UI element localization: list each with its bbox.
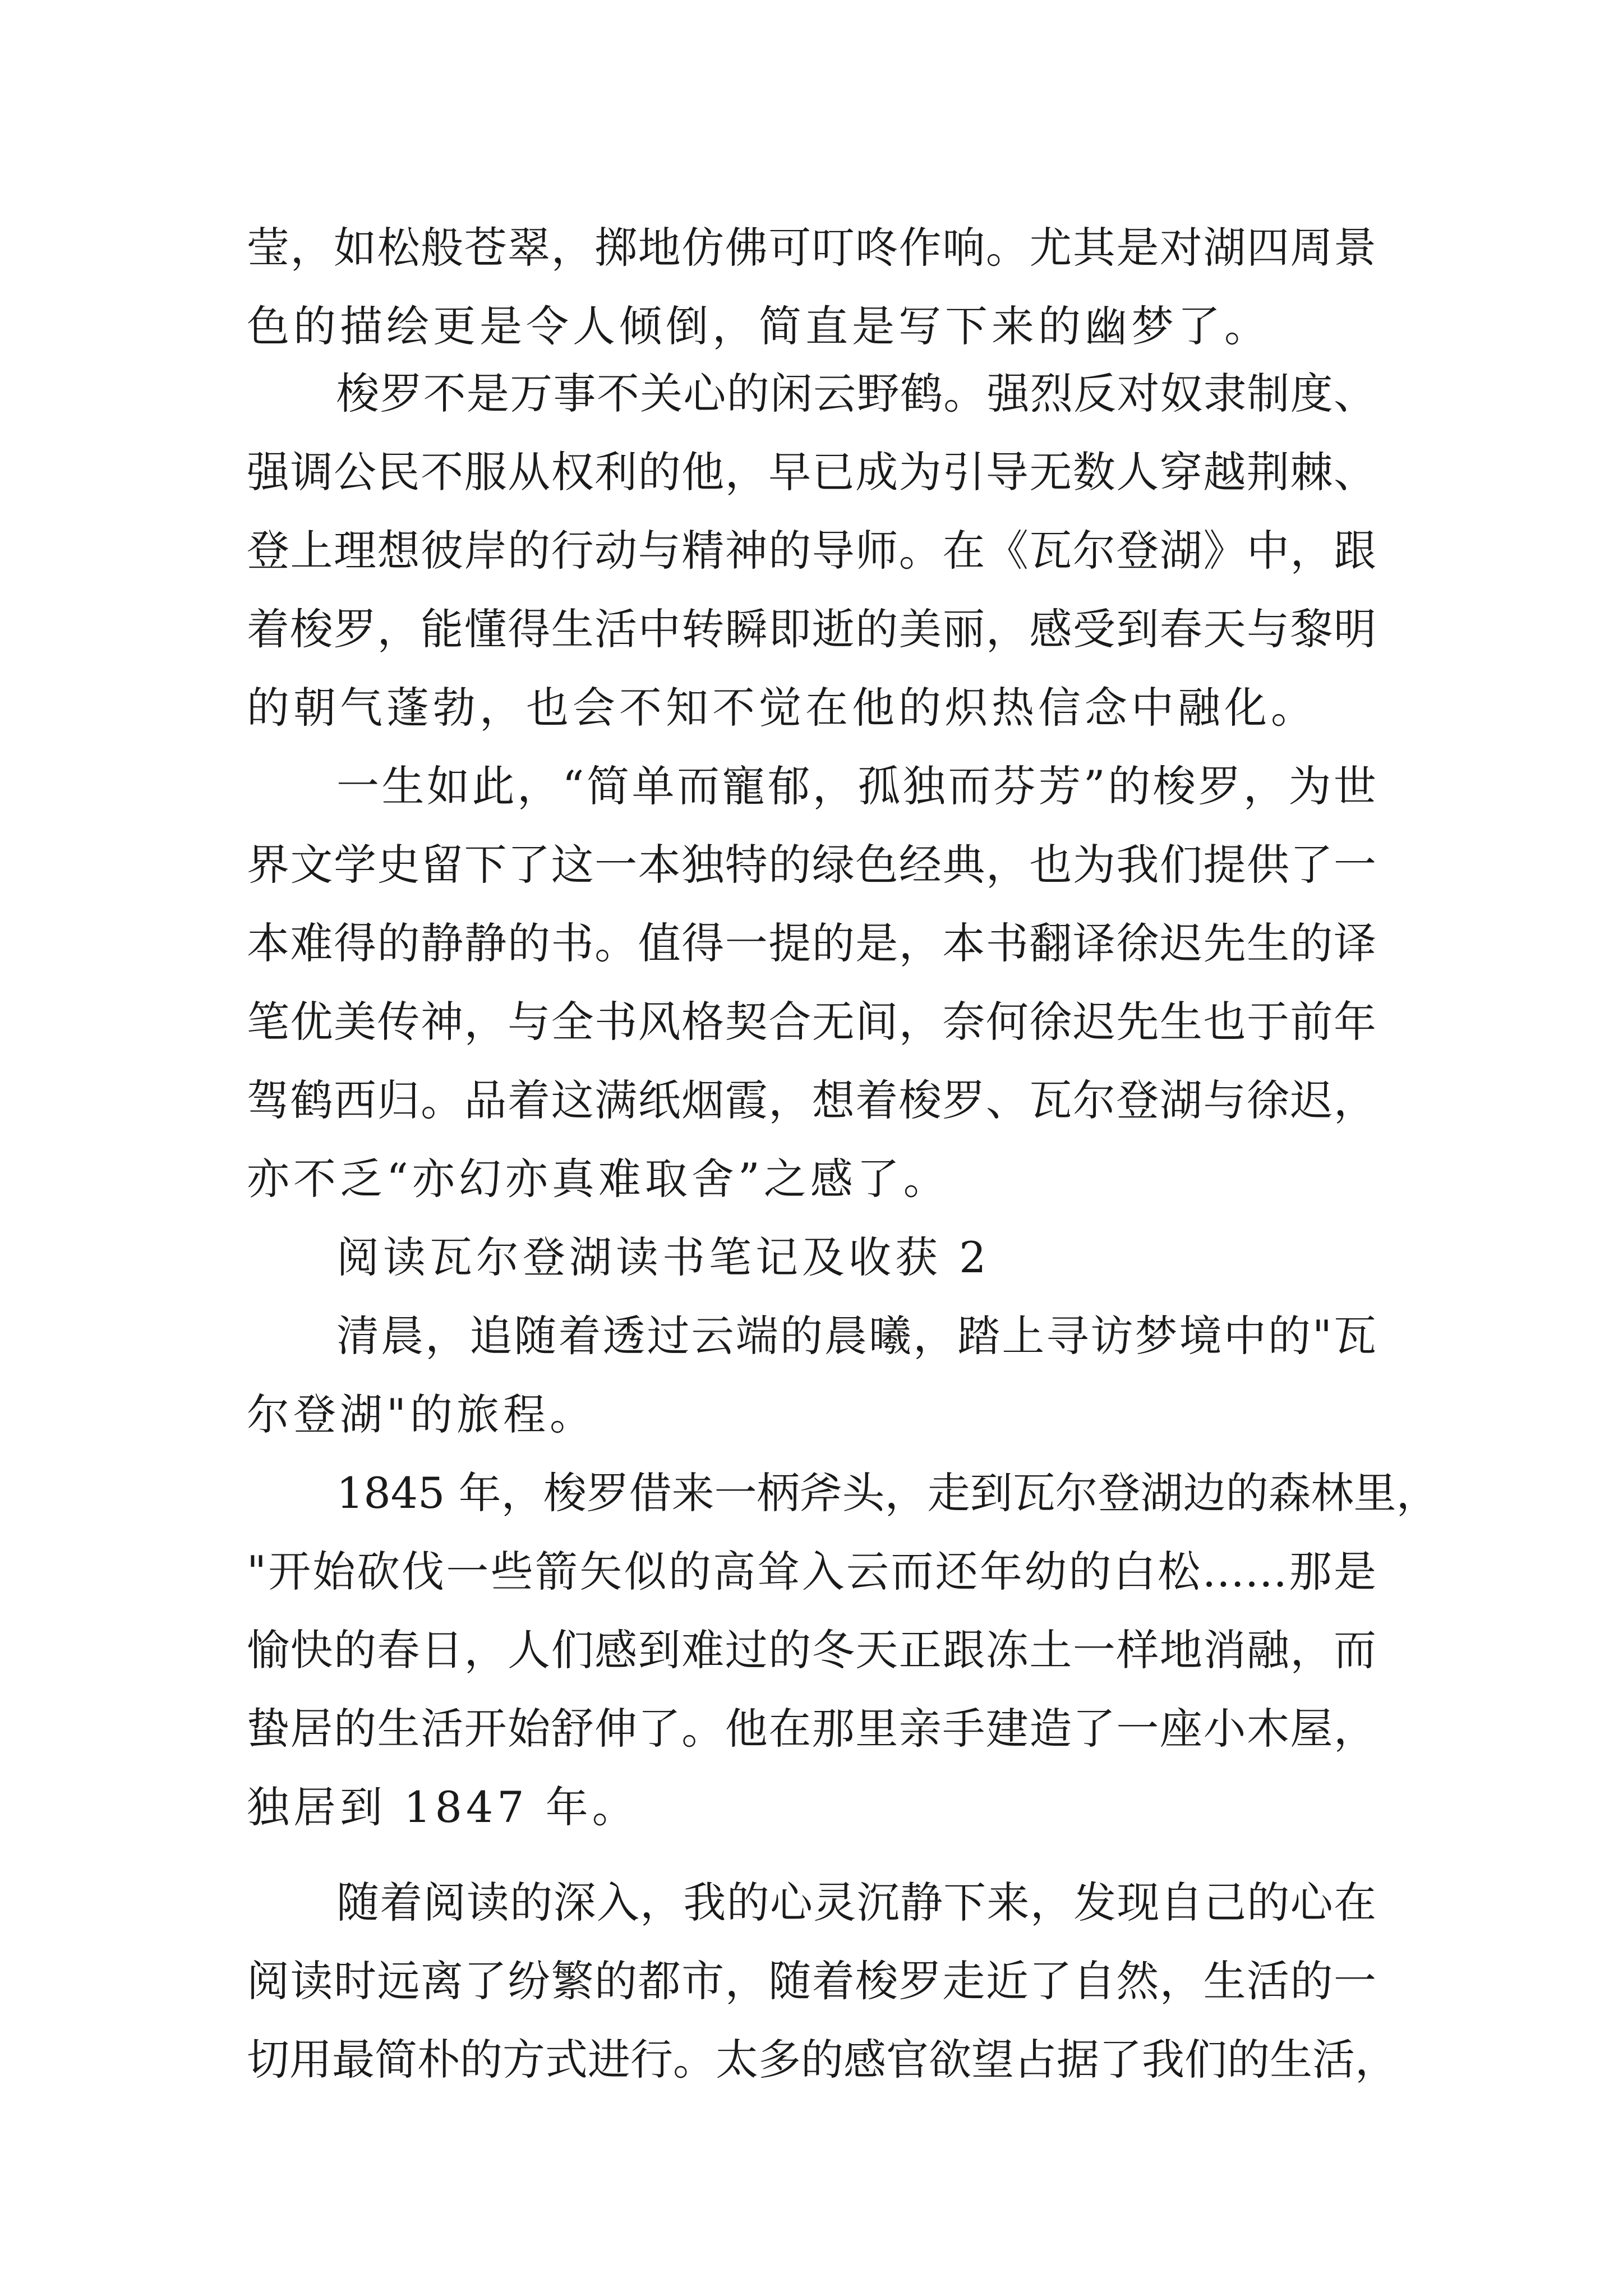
text-line: 切用最简朴的方式进行。太多的感官欲望占据了我们的生活， xyxy=(247,2035,1398,2085)
text-line: 清晨，追随着透过云端的晨曦，踏上寻访梦境中的"瓦 xyxy=(336,1311,1376,1361)
text-line: 阅读时远离了纷繁的都市，随着梭罗走近了自然，生活的一 xyxy=(247,1956,1376,2006)
text-line: 登上理想彼岸的行动与精神的导师。在《瓦尔登湖》中，跟 xyxy=(247,526,1376,576)
section-heading: 阅读瓦尔登湖读书笔记及收获 2 xyxy=(336,1232,990,1282)
document-page xyxy=(247,0,1439,2296)
text-line: 界文学史留下了这一本独特的绿色经典，也为我们提供了一 xyxy=(247,840,1376,890)
text-line: 笔优美传神，与全书风格契合无间，奈何徐迟先生也于前年 xyxy=(247,997,1376,1047)
text-line: 色的描绘更是令人倾倒，简直是写下来的幽梦了。 xyxy=(247,301,1271,351)
text-line: 愉快的春日，人们感到难过的冬天正跟冻土一样地消融，而 xyxy=(247,1625,1376,1675)
text-line: 蛰居的生活开始舒伸了。他在那里亲手建造了一座小木屋， xyxy=(247,1704,1376,1754)
text-line: 独居到 1847 年。 xyxy=(247,1782,639,1832)
text-line: 亦不乏“亦幻亦真难取舍”之感了。 xyxy=(247,1154,950,1204)
text-line: 驾鹤西归。品着这满纸烟霞，想着梭罗、瓦尔登湖与徐迟， xyxy=(247,1075,1376,1125)
text-line: 1845 年，梭罗借来一柄斧头，走到瓦尔登湖边的森林里， xyxy=(336,1468,1439,1518)
text-line: 强调公民不服从权利的他，早已成为引导无数人穿越荆棘、 xyxy=(247,447,1376,497)
text-line: 着梭罗，能懂得生活中转瞬即逝的美丽，感受到春天与黎明 xyxy=(247,604,1376,654)
text-line: 莹，如松般苍翠，掷地仿佛可叮咚作响。尤其是对湖四周景 xyxy=(247,223,1376,273)
text-line: 本难得的静静的书。值得一提的是，本书翻译徐迟先生的译 xyxy=(247,918,1376,968)
text-line: 随着阅读的深入，我的心灵沉静下来，发现自己的心在 xyxy=(336,1878,1376,1927)
text-line: 一生如此，“简单而寵郁，孤独而芬芳”的梭罗，为世 xyxy=(336,761,1376,811)
text-line: 尔登湖"的旅程。 xyxy=(247,1389,596,1439)
text-line: 的朝气蓬勃，也会不知不觉在他的炽热信念中融化。 xyxy=(247,683,1317,733)
text-line: 梭罗不是万事不关心的闲云野鹤。强烈反对奴隶制度、 xyxy=(336,369,1376,418)
text-line: "开始砍伐一些箭矢似的高耸入云而还年幼的白松……那是 xyxy=(247,1547,1376,1596)
